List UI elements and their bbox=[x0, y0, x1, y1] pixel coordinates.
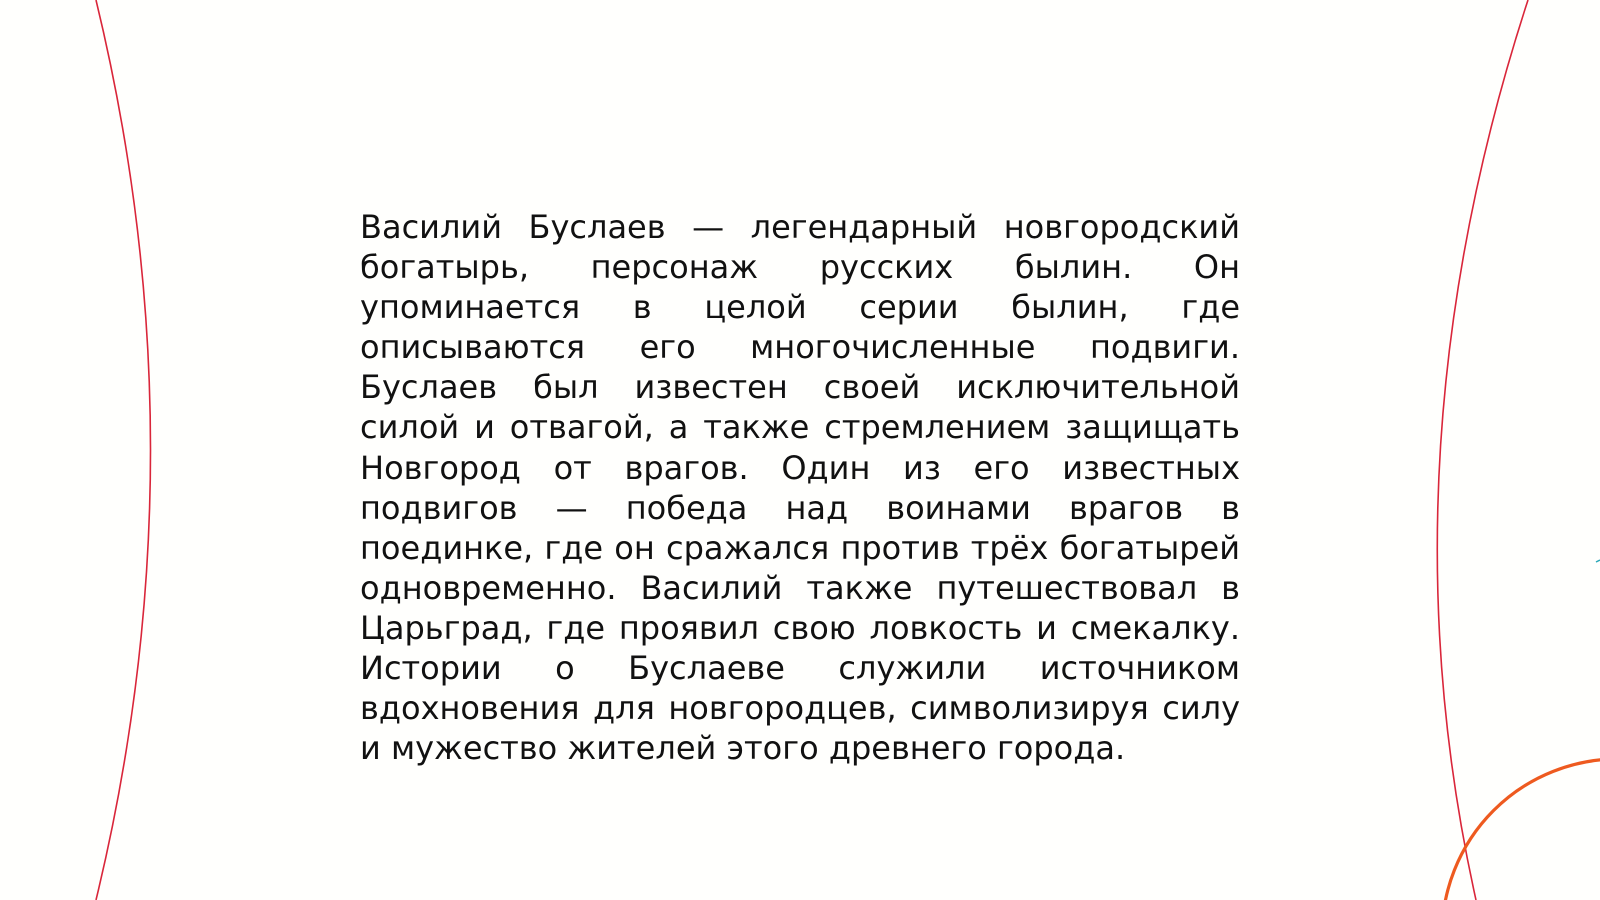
slide-body-text: Василий Буслаев — легендарный новгородский богатырь, персонаж русских былин. Он упоминается в целой серии былин, где описываются его многочисленные подвиги. Буслаев был известен своей исключительной силой и отвагой, а также стремлением защищать Новгород от врагов. Один из его известных подвигов — победа над воинами врагов в поединке, где он сражался против трёх богатырей одновременно. Василий также путешествовал в Царьград, где проявил свою ловкость и смекалку. Истории о Буслаеве служили источником вдохновения для новгородцев, символизируя силу и мужество жителей этого древнего города. bbox=[360, 208, 1240, 768]
left-arc-decoration bbox=[96, 0, 151, 900]
edge-mark-decoration bbox=[1596, 560, 1600, 562]
orange-circle-decoration bbox=[1442, 759, 1600, 900]
right-arc-decoration bbox=[1437, 0, 1528, 900]
